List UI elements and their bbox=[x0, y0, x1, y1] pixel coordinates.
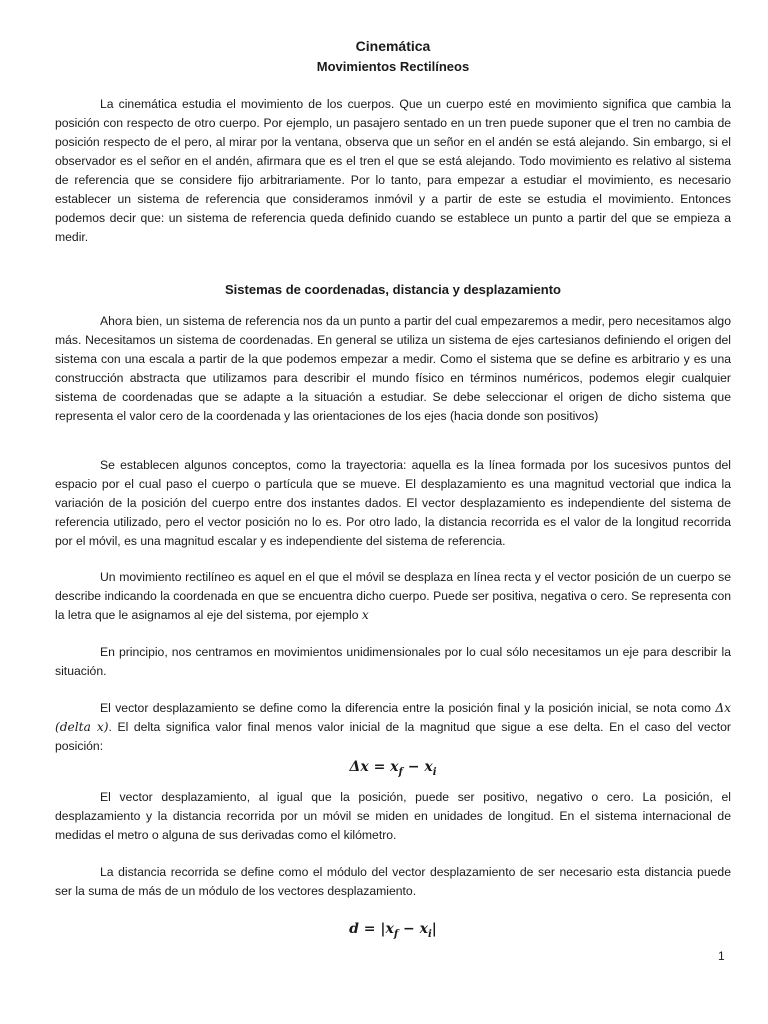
paragraph-distance: La distancia recorrida se define como el módulo del vector desplazamiento de ser necesario esta distancia puede ser la suma de más de un módulo de los vectores desplazamiento. bbox=[55, 865, 731, 898]
paragraph-intro: La cinemática estudia el movimiento de los cuerpos. Que un cuerpo esté en movimiento significa que cambia la posición con respecto de otro cuerpo. Por ejemplo, un pasajero sentado en un tren puede suponer que el tren no cambia de posición respecto de el pero, al mirar por la ventana, observa que un señor en el andén se está alejando. Sin embargo, si el observador es el señor en el andén, afirmara que es el tren el que se está alejando. Todo movimiento es relativo al sistema de referencia que se considere fijo arbitrariamente. Por lo tanto, para empezar a estudiar el movimiento, es necesario establecer un sistema de referencia que consideramos inmóvil y a partir de este se estudia el movimiento. Entonces podemos decir que: un sistema de referencia queda definido cuando se establece un punto a partir del que se empieza a medir. bbox=[55, 97, 731, 244]
paragraph-displacement-text-a: El vector desplazamiento se define como la diferencia entre la posición final y la posición inicial, se nota como bbox=[100, 701, 716, 715]
document-title: Cinemática bbox=[355, 38, 431, 54]
math-x: x bbox=[361, 608, 369, 622]
paragraph-units: El vector desplazamiento, al igual que la posición, puede ser positivo, negativo o cero. La posición, el desplazamiento y la distancia recorrida por un móvil se miden en unidades de longitud. En el sistema internacional de medidas el metro o alguna de sus derivadas como el kilómetro. bbox=[55, 790, 731, 842]
paragraph-rectilinear bbox=[55, 568, 731, 625]
section-heading: Sistemas de coordenadas, distancia y desplazamiento bbox=[225, 282, 561, 297]
page-number: 1 bbox=[718, 949, 725, 963]
paragraph-displacement bbox=[55, 699, 731, 756]
math-delta-x: Δx (delta x) bbox=[55, 701, 731, 734]
paragraph-coordinates: Ahora bien, un sistema de referencia nos da un punto a partir del cual empezaremos a medir, pero necesitamos algo más. Necesitamos un sistema de coordenadas. En general se utiliza un sistema de ejes cartesianos definiendo el origen del sistema con una escala a partir de la que podemos empezar a medir. Como el sistema que se define es arbitrario y es una construcción abstracta que utilizamos para describir el mundo físico en términos numéricos, podemos elegir cualquier sistema de coordenadas que se adapte a la situación a estudiar. Se debe seleccionar el origen de dicho sistema que representa el valor cero de la coordenada y las orientaciones de los ejes (hacia donde son positivos) bbox=[55, 314, 731, 423]
paragraph-unidimensional: En principio, nos centramos en movimientos unidimensionales por lo cual sólo necesitamos un eje para describir la situación. bbox=[55, 645, 731, 678]
equation-displacement: $\Delta x = x_f - x_i$ bbox=[349, 759, 437, 778]
document-subtitle: Movimientos Rectilíneos bbox=[316, 59, 470, 74]
paragraph-rectilinear-text: Un movimiento rectilíneo es aquel en el que el móvil se desplaza en línea recta y el vector posición de un cuerpo se describe indicando la coordenada en que se encuentra dicho cuerpo. Puede ser positiva, negativa o cero. Se representa con la letra que le asignamos al eje del sistema, por ejemplo bbox=[55, 570, 731, 622]
paragraph-concepts: Se establecen algunos conceptos, como la trayectoria: aquella es la línea formada por los sucesivos puntos del espacio por el cual paso el cuerpo o partícula que se mueve. El desplazamiento es una magnitud vectorial que indica la variación de la posición del cuerpo entre dos instantes dados. El vector desplazamiento es independiente del sistema de referencia utilizado, pero el vector posición no lo es. Por otro lado, la distancia recorrida es el valor de la longitud recorrida por el móvil, es una magnitud escalar y es independiente del sistema de referencia. bbox=[55, 458, 731, 548]
paragraph-displacement-text-b: . El delta significa valor final menos valor inicial de la magnitud que sigue a ese delta. En el caso del vector posición: bbox=[55, 720, 731, 753]
equation-distance: $d = |x_f - x_i|$ bbox=[349, 921, 437, 940]
